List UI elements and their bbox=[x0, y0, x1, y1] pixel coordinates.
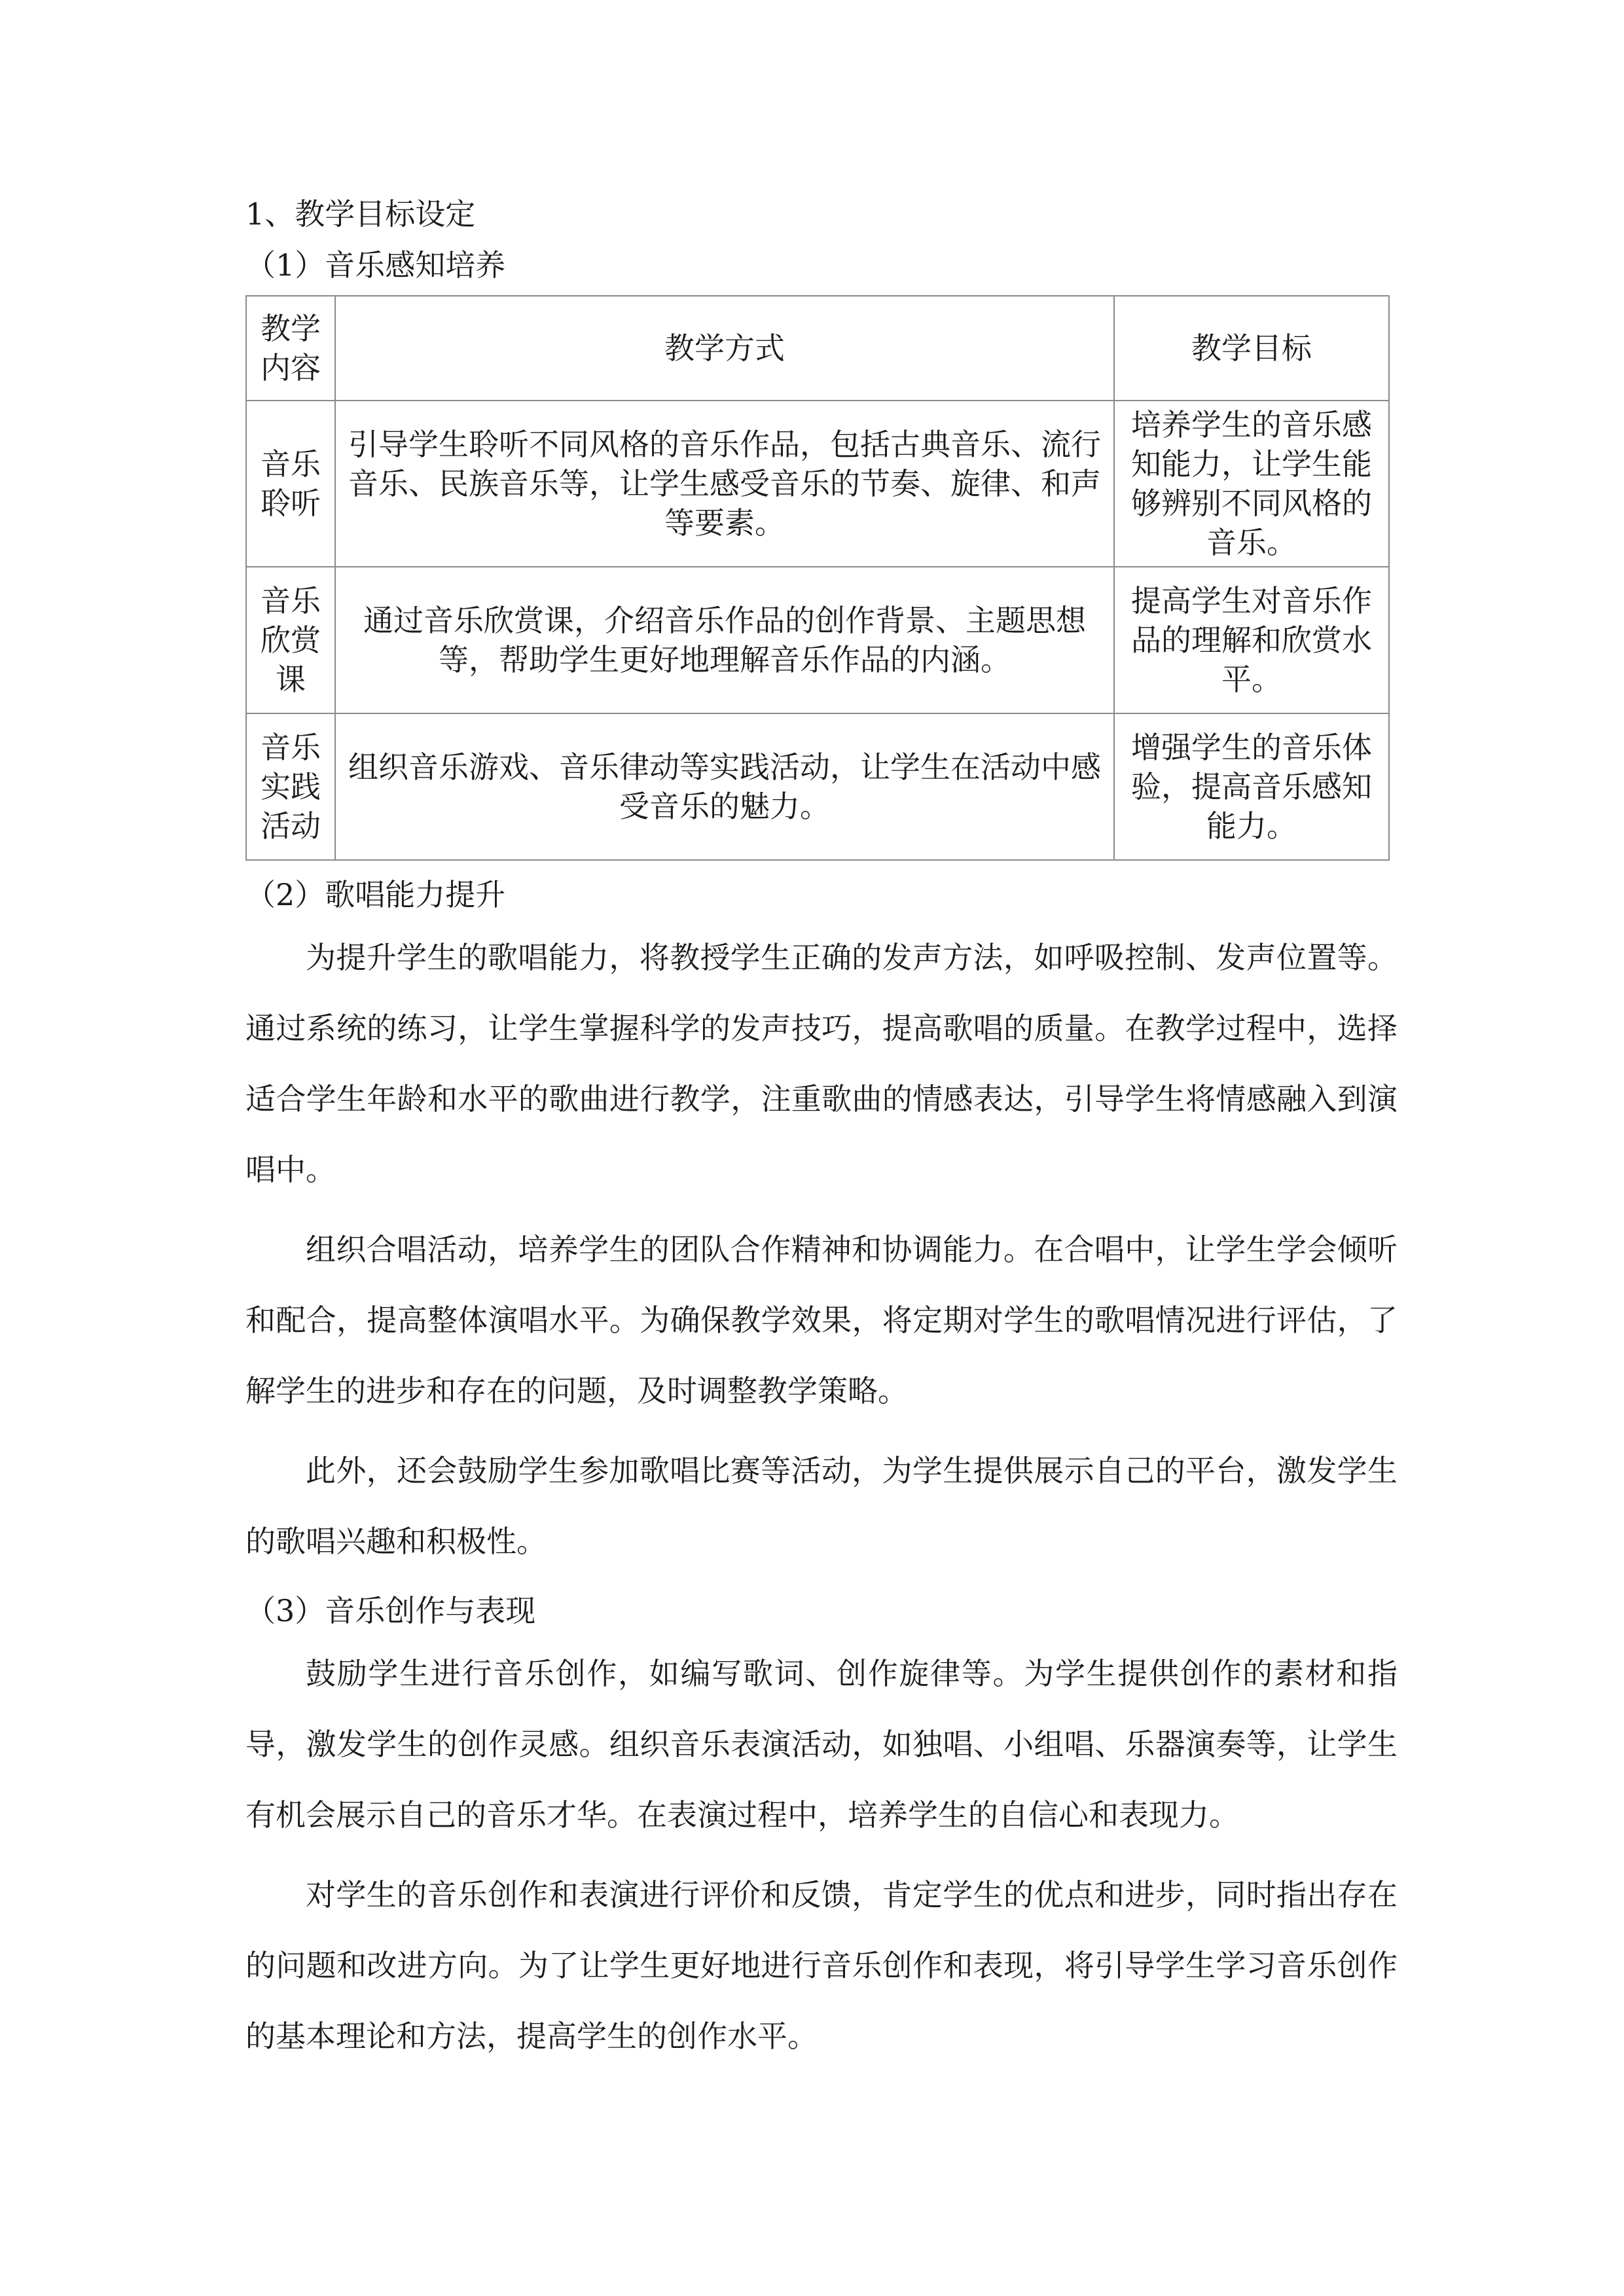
table-row bbox=[246, 713, 1389, 860]
cell-goal: 增强学生的音乐体验，提高音乐感知能力。 bbox=[1114, 713, 1389, 860]
cell-content: 音乐实践活动 bbox=[246, 713, 335, 860]
paragraph: 此外，还会鼓励学生参加歌唱比赛等活动，为学生提供展示自己的平台，激发学生的歌唱兴趣和积极性。 bbox=[245, 1453, 1398, 1559]
subsection-title-1: （1）音乐感知培养 bbox=[245, 247, 506, 283]
paragraph: 为提升学生的歌唱能力，将教授学生正确的发声方法，如呼吸控制、发声位置等。通过系统的练习，让学生掌握科学的发声技巧，提高歌唱的质量。在教学过程中，选择适合学生年龄和水平的歌曲进行教学，注重歌曲的情感表达，引导学生将情感融入到演唱中。 bbox=[245, 940, 1398, 1187]
header-goal: 教学目标 bbox=[1114, 296, 1389, 401]
cell-method: 通过音乐欣赏课，介绍音乐作品的创作背景、主题思想等，帮助学生更好地理解音乐作品的内涵。 bbox=[335, 567, 1114, 713]
paragraph: 组织合唱活动，培养学生的团队合作精神和协调能力。在合唱中，让学生学会倾听和配合，提高整体演唱水平。为确保教学效果，将定期对学生的歌唱情况进行评估，了解学生的进步和存在的问题，及时调整教学策略。 bbox=[245, 1232, 1398, 1408]
cell-goal: 提高学生对音乐作品的理解和欣赏水平。 bbox=[1114, 567, 1389, 713]
section-title: 1、教学目标设定 bbox=[245, 196, 476, 232]
subsection-title-3: （3）音乐创作与表现 bbox=[245, 1593, 536, 1628]
cell-goal: 培养学生的音乐感知能力，让学生能够辨别不同风格的音乐。 bbox=[1114, 401, 1389, 567]
cell-content: 音乐聆听 bbox=[246, 401, 335, 567]
table-row bbox=[246, 401, 1389, 567]
header-content: 教学内容 bbox=[246, 296, 335, 401]
cell-method: 引导学生聆听不同风格的音乐作品，包括古典音乐、流行音乐、民族音乐等，让学生感受音乐的节奏、旋律、和声等要素。 bbox=[335, 401, 1114, 567]
document-page bbox=[245, 193, 1398, 2072]
table-header-row bbox=[246, 296, 1389, 401]
paragraph: 鼓励学生进行音乐创作，如编写歌词、创作旋律等。为学生提供创作的素材和指导，激发学生的创作灵感。组织音乐表演活动，如独唱、小组唱、乐器演奏等，让学生有机会展示自己的音乐才华。在表演过程中，培养学生的自信心和表现力。 bbox=[245, 1656, 1398, 1833]
subsection-title-2: （2）歌唱能力提升 bbox=[245, 877, 506, 912]
cell-method: 组织音乐游戏、音乐律动等实践活动，让学生在活动中感受音乐的魅力。 bbox=[335, 713, 1114, 860]
teaching-goals-table bbox=[245, 295, 1390, 861]
table-row bbox=[246, 567, 1389, 713]
header-method: 教学方式 bbox=[335, 296, 1114, 401]
cell-content: 音乐欣赏课 bbox=[246, 567, 335, 713]
paragraph: 对学生的音乐创作和表演进行评价和反馈，肯定学生的优点和进步，同时指出存在的问题和改进方向。为了让学生更好地进行音乐创作和表现，将引导学生学习音乐创作的基本理论和方法，提高学生的创作水平。 bbox=[245, 1877, 1398, 2054]
